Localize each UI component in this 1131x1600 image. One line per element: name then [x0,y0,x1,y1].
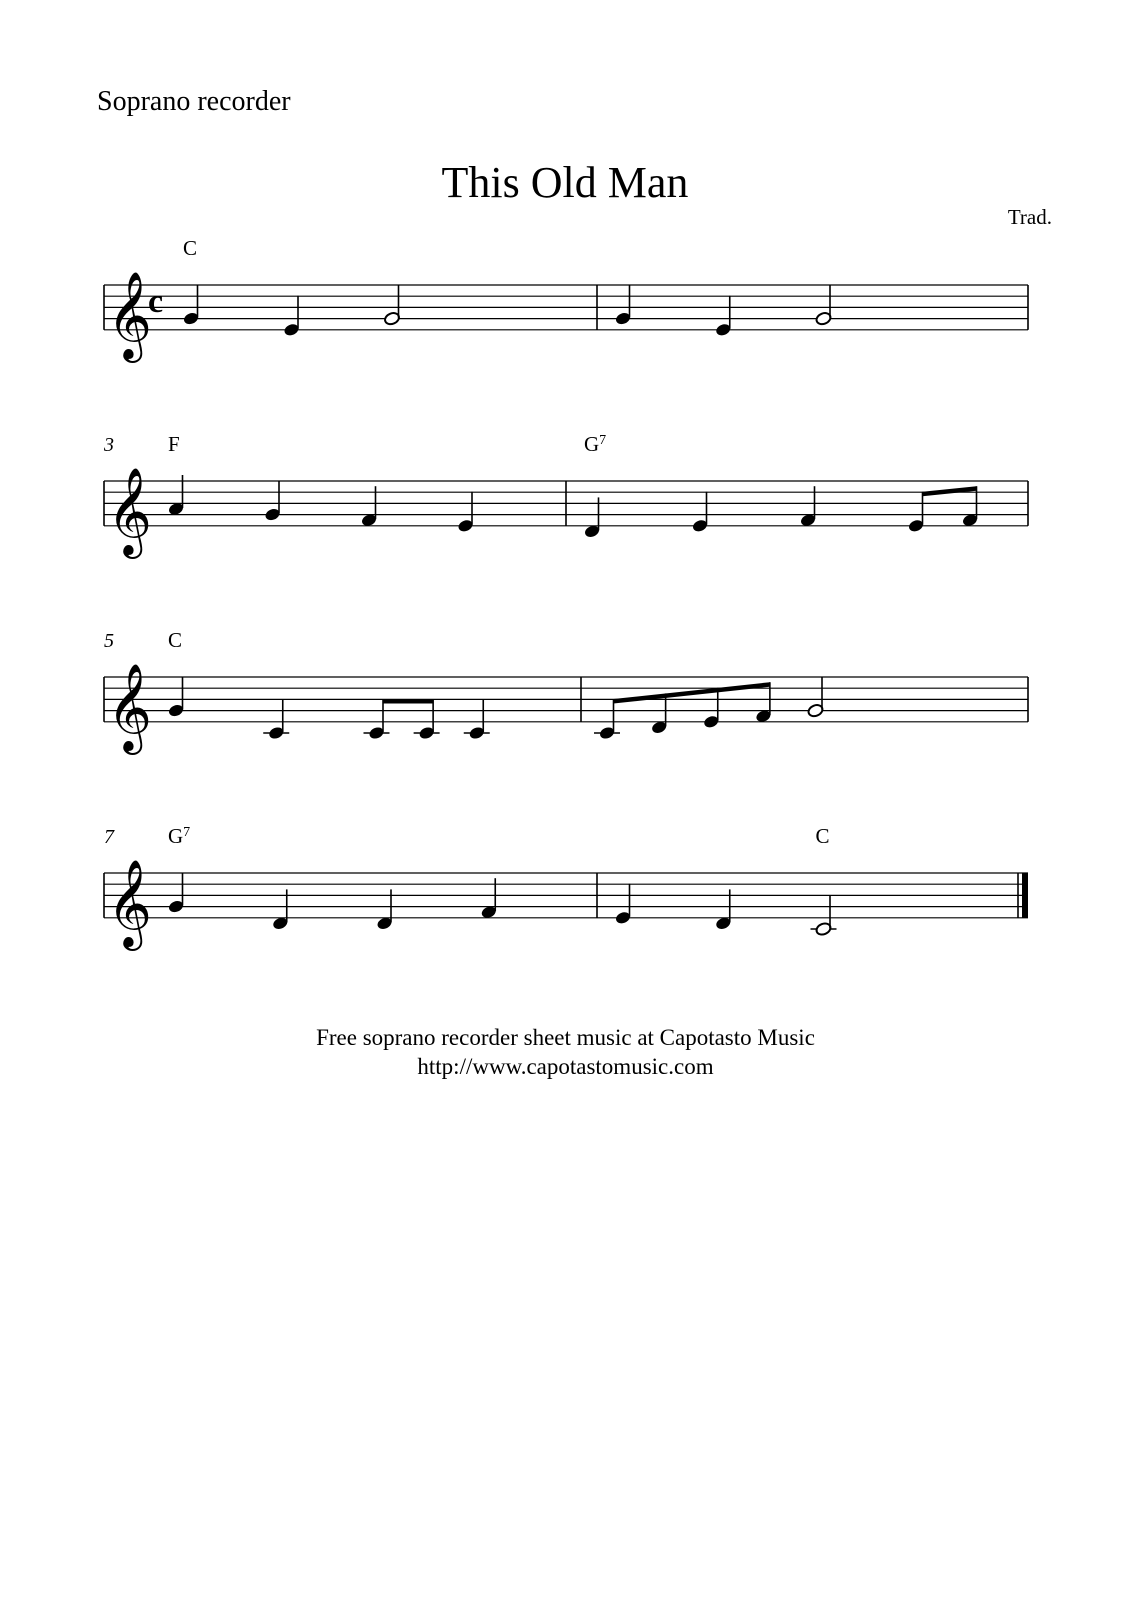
measure-number: 5 [104,630,114,652]
instrument-label: Soprano recorder [97,86,291,117]
note-beam [383,699,433,704]
chord-symbol: C [168,628,183,652]
note-beam [923,486,977,496]
treble-clef-icon: 𝄞 [107,661,152,751]
footer-url[interactable]: http://www.capotastomusic.com [417,1054,714,1079]
piece-title: This Old Man [441,158,689,207]
final-barline-thick [1022,873,1028,918]
chord-symbol: $G^7$ [584,432,607,456]
time-signature: c [148,283,164,320]
footer-text: Free soprano recorder sheet music at Capotasto Music [316,1025,815,1050]
treble-clef-icon: 𝄞 [107,857,152,947]
measure-number: 7 [104,826,114,848]
treble-clef-icon: 𝄞 [107,269,152,359]
chord-extension: 7 [599,433,607,448]
chord-symbol: F [168,432,180,456]
chord-symbol: C [183,236,198,260]
treble-clef-icon: 𝄞 [107,465,152,555]
chord-symbol: C [815,824,830,848]
staff-system [104,628,1028,755]
chord-symbol: $G^7$ [168,824,191,848]
note-beam [614,682,770,703]
staff-systems [103,236,1028,951]
staff-system [103,432,1028,559]
chord-extension: 7 [183,825,191,840]
measure-number: 3 [104,434,114,456]
staff-system [104,236,1028,363]
staff-system [104,824,1028,951]
composer-credit: Trad. [1007,205,1052,229]
